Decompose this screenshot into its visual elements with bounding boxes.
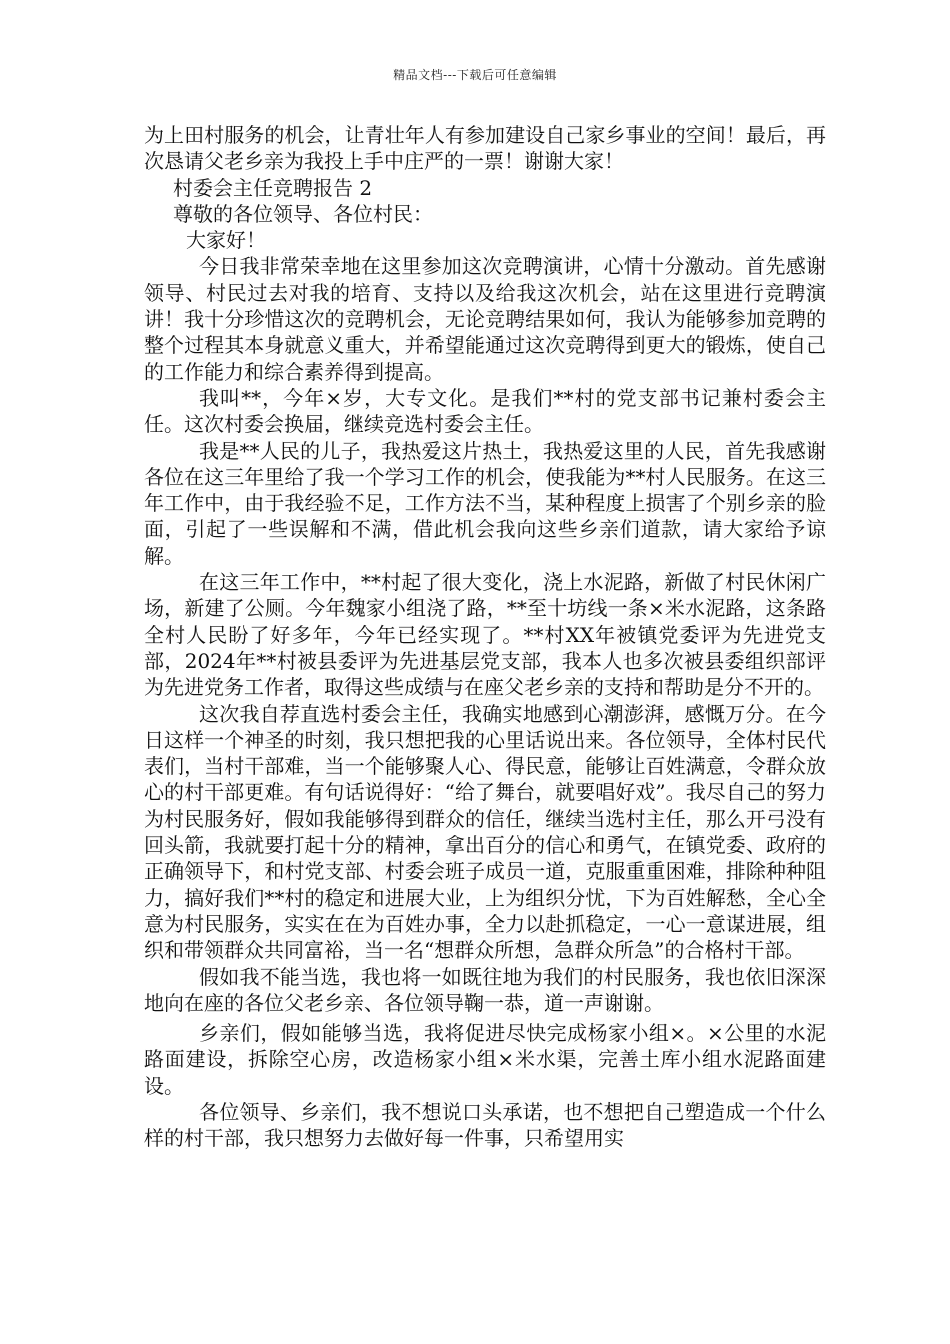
salutation: 尊敬的各位领导、各位村民：: [173, 201, 433, 226]
header-note: 精品文档---下载后可任意编辑: [393, 68, 557, 82]
paragraph-self-intro: 我叫**，今年×岁，大专文化。是我们**村的党支部书记兼村委会主任。这次村委会换届，继续竞选村委会主任。: [144, 385, 826, 437]
paragraph-apology: 我是**人民的儿子，我热爱这片热土，我热爱这里的人民，首先我感谢各位在这三年里给了我一个学习工作的机会，使我能为**村人民服务。在这三年工作中，由于我经验不足，工作方法不当，某种程度上损害了个别乡亲的脸面，引起了一些误解和不满，借此机会我向这些乡亲们道款，请大家给予谅解。: [144, 438, 826, 568]
paragraph-achievements: 在这三年工作中，**村起了很大变化，浇上水泥路，新做了村民休闲广场，新建了公厕。今年魏家小组浇了路，**至十坊线一条×米水泥路，这条路全村人民盼了好多年，今年已经实现了。**村XX年被镇党委评为先进党支部，2024年**村被县委评为先进基层党支部，我本人也多次被县委组织部评为先进党务工作者，取得这些成绩与在座父老乡亲的支持和帮助是分不开的。: [144, 570, 826, 700]
paragraph-plans: 乡亲们，假如能够当选，我将促进尽快完成杨家小组×。×公里的水泥路面建设，拆除空心房，改造杨家小组×米水渠，完善土库小组水泥路面建设。: [144, 1021, 826, 1098]
paragraph-closing: 各位领导、乡亲们，我不想说口头承诺，也不想把自己塑造成一个什么样的村干部，我只想努力去做好每一件事，只希望用实: [144, 1099, 826, 1151]
paragraph-commitment: 这次我自荐直选村委会主任，我确实地感到心潮澎湃，感慨万分。在今日这样一个神圣的时刻，我只想把我的心里话说出来。各位领导，全体村民代表们，当村干部难，当一个能够聚人心、得民意，能够让百姓满意，令群众放心的村干部更难。有句话说得好：“给了舞台，就要唱好戏”。我尽自己的努力为村民服务好，假如我能够得到群众的信任，继续当选村主任，那么开弓没有回头箭，我就要打起十分的精神，拿出百分的信心和勇气，在镇党委、政府的正确领导下，和村党支部、村委会班子成员一道，克服重重困难，排除种种阻力，搞好我们**村的稳定和进展大业，上为组织分忧，下为百姓解愁，全心全意为村民服务，实实在在为百姓办事，全力以赴抓稳定，一心一意谋进展，组织和带领群众共同富裕，当一名“想群众所想，急群众所急”的合格村干部。: [144, 701, 826, 963]
paragraph-continuation: 为上田村服务的机会，让青壮年人有参加建设自己家乡事业的空间！最后，再次恳请父老乡亲为我投上手中庄严的一票！谢谢大家！: [144, 123, 826, 174]
greeting: 大家好！: [186, 228, 266, 253]
paragraph-if-not-elected: 假如我不能当选，我也将一如既往地为我们的村民服务，我也依旧深深地向在座的各位父老乡亲、各位领导鞠一恭，道一声谢谢。: [144, 964, 826, 1015]
paragraph-intro: 今日我非常荣幸地在这里参加这次竞聘演讲，心情十分激动。首先感谢领导、村民过去对我的培育、支持以及给我这次机会，站在这里进行竞聘演讲！我十分珍惜这次的竞聘机会，无论竞聘结果如何，我认为能够参加竞聘的整个过程其本身就意义重大，并希望能通过这次竞聘得到更大的锻炼，使自己的工作能力和综合素养得到提高。: [144, 254, 826, 384]
document-body: [144, 122, 826, 1152]
section-title: 村委会主任竞聘报告 2: [173, 175, 373, 200]
